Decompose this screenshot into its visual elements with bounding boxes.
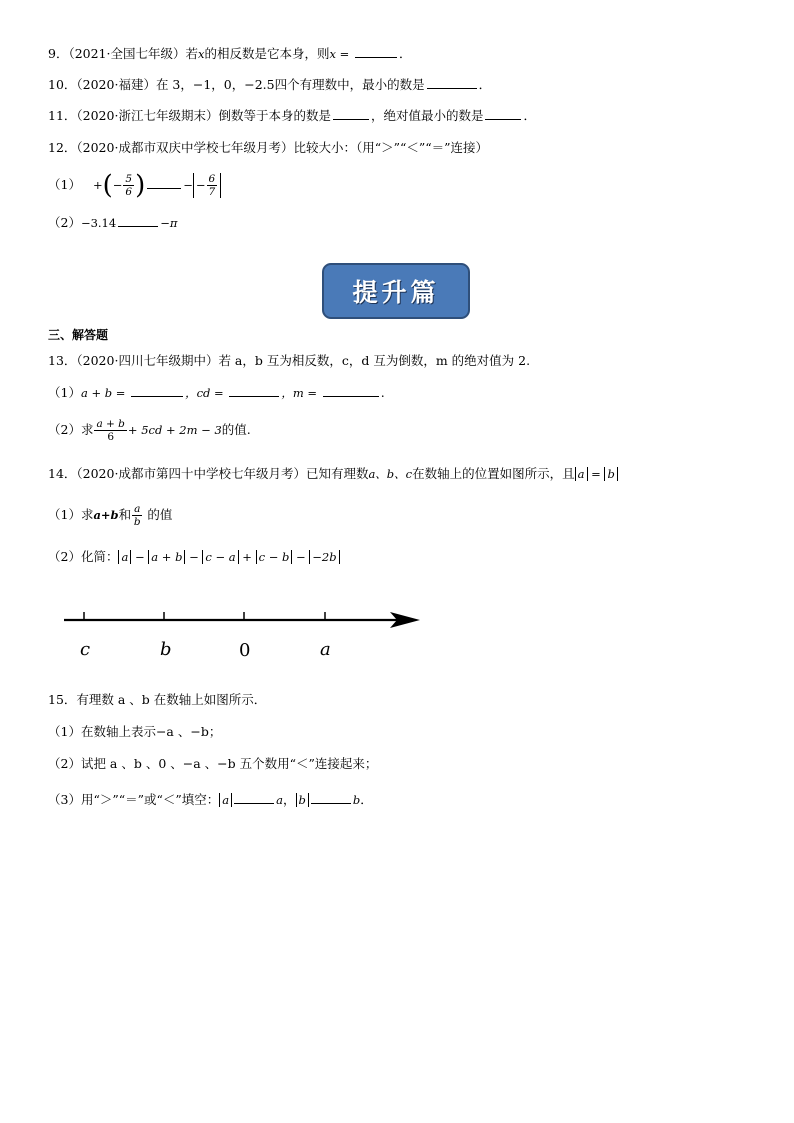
question-11	[48, 106, 536, 125]
question-10	[48, 75, 491, 94]
expr-a-plus-b: a + b =	[80, 386, 130, 400]
fraction-6-7	[207, 173, 218, 198]
answer-blank[interactable]	[323, 383, 379, 397]
numerator: a + b	[96, 418, 125, 430]
q13-text: 13．（2020·四川七年级期中）若 a，b 互为相反数，c，d 互为倒数，m 的绝对值为 2.	[48, 353, 531, 368]
minus-sign: −	[195, 178, 206, 192]
denominator: 6	[125, 186, 133, 198]
denominator: 6	[107, 431, 115, 443]
question-12-part-2	[48, 213, 177, 232]
question-14	[48, 465, 618, 483]
expression-rest: + 5cd + 2m − 3	[127, 423, 222, 437]
q11-text: 11．（2020·浙江七年级期末）倒数等于本身的数是	[48, 108, 331, 123]
tail: .	[380, 385, 385, 400]
separator: ，	[283, 792, 296, 807]
label-0: 0	[239, 640, 251, 661]
label-a: a	[320, 639, 331, 660]
expr-a-plus-b: a+b	[93, 508, 119, 522]
and-word: 和	[118, 507, 132, 522]
part-label: （2）	[48, 215, 81, 230]
minus-sign: −	[112, 178, 123, 192]
q10-tail: ．	[478, 77, 492, 92]
label-c: c	[80, 639, 91, 660]
question-15-part-1: （1）在数轴上表示−a 、−b；	[48, 724, 222, 739]
question-14-part-2: （2）化简： a − a + b − c − a + c − b − −2b	[48, 548, 340, 566]
answer-blank[interactable]	[333, 106, 369, 120]
q14-text: 14．（2020·成都市第四十中学校七年级月考）已知有理数	[48, 466, 369, 481]
answer-blank[interactable]	[311, 790, 351, 804]
q9-var: x	[198, 47, 205, 61]
denominator: b	[133, 516, 141, 528]
denominator: 7	[208, 186, 216, 198]
numerator: 5	[125, 173, 133, 185]
plus-sign: +	[92, 178, 103, 192]
question-13-part-2	[48, 414, 251, 446]
part-label: （2）化简：	[48, 549, 119, 564]
abs-term: c − a	[202, 550, 238, 564]
abs-b: b	[296, 793, 309, 807]
abs-term: a	[118, 550, 131, 564]
question-14-part-1	[48, 498, 172, 532]
label-b: b	[160, 639, 172, 660]
fraction-a-plus-b-over-6	[94, 418, 126, 443]
fraction-a-over-b	[132, 503, 142, 528]
answer-blank[interactable]	[355, 44, 397, 58]
question-9	[48, 44, 411, 63]
number-line-figure	[60, 600, 430, 670]
value-right: −π	[160, 216, 178, 230]
var-a: a	[276, 793, 284, 807]
q9-mid: 的相反数是它本身，则	[204, 46, 330, 61]
q11-mid: ，绝对值最小的数是	[370, 108, 484, 123]
q14-vars: a、b、c	[368, 467, 413, 481]
q9-tail: ．	[398, 46, 412, 61]
expr-m: ，m =	[281, 386, 321, 400]
answer-blank[interactable]	[229, 383, 279, 397]
answer-blank[interactable]	[485, 106, 521, 120]
fraction-5-6	[123, 173, 134, 198]
answer-blank[interactable]	[147, 175, 181, 189]
right-paren: )	[135, 170, 146, 201]
answer-blank[interactable]	[118, 213, 158, 227]
section-banner	[322, 263, 470, 319]
tail: 的值	[143, 507, 173, 522]
numerator: 6	[208, 173, 216, 185]
q9-var2: x	[329, 47, 337, 61]
numerator: a	[134, 503, 141, 515]
question-13-part-1	[48, 383, 385, 402]
q9-eq: =	[336, 47, 353, 61]
question-15-part-3	[48, 790, 373, 809]
minus-sign: −	[183, 178, 193, 192]
banner-title: 提升篇	[352, 278, 440, 307]
q14-mid: 在数轴上的位置如图所示，且	[412, 466, 575, 481]
var-b: b	[352, 793, 361, 807]
left-paren: (	[102, 170, 113, 201]
question-15: 15．有理数 a 、b 在数轴上如图所示．	[48, 692, 267, 707]
abs-a: a	[219, 793, 232, 807]
q12-text: 12．（2020·成都市双庆中学校七年级月考）比较大小：（用“＞”“＜”“＝”连接）	[48, 140, 489, 155]
expr-cd: ，cd =	[185, 386, 228, 400]
q9-head: 9．（2021·全国七年级）若	[48, 46, 198, 61]
question-12-part-1	[48, 168, 221, 202]
equals: =	[587, 467, 605, 481]
abs-a: a	[575, 467, 588, 481]
abs-b: b	[604, 467, 617, 481]
answer-blank[interactable]	[427, 75, 477, 89]
q11-tail: ．	[523, 108, 536, 123]
answer-blank[interactable]	[131, 383, 183, 397]
question-12	[48, 139, 488, 157]
part-label: （1）	[48, 177, 81, 192]
tail: ．	[360, 792, 373, 807]
value-left: −3.14	[80, 216, 117, 230]
part-label: （2）求	[48, 422, 94, 437]
abs-term: c − b	[256, 550, 293, 564]
part-label: （1）求	[48, 507, 94, 522]
question-15-part-2: （2）试把 a 、b 、0 、−a 、−b 五个数用“＜”连接起来；	[48, 756, 378, 771]
part-label: （1）	[48, 385, 81, 400]
section-title: 三、解答题	[48, 328, 109, 342]
abs-term: −2b	[309, 550, 339, 564]
q10-text: 10．（2020·福建）在 3，−1，0，−2.5四个有理数中，最小的数是	[48, 77, 425, 92]
part-label: （3）用“＞”“＝”或“＜”填空：	[48, 792, 220, 807]
question-13	[48, 352, 530, 370]
abs-value	[193, 173, 221, 198]
answer-blank[interactable]	[234, 790, 274, 804]
abs-term: a + b	[148, 550, 185, 564]
tail: 的值.	[221, 422, 251, 437]
